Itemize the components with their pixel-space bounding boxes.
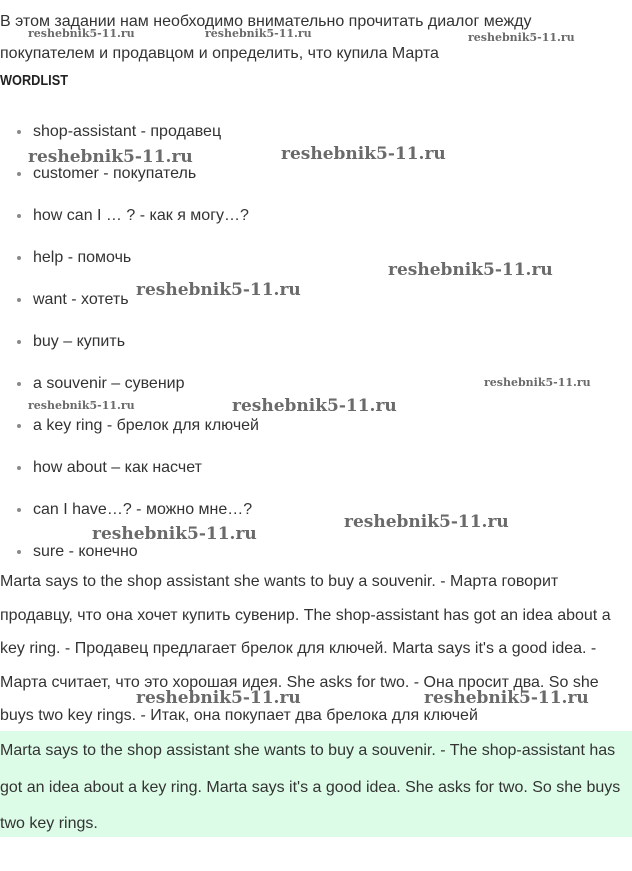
bullet-icon [17,256,21,260]
intro-text: В этом задании нам необходимо внимательно прочитать диалог между покупателем и продавцом и определить, что купила Марта [0,13,532,62]
bullet-icon [17,550,21,554]
wordlist [0,118,600,580]
bullet-icon [17,508,21,512]
bullet-icon [17,382,21,386]
bullet-icon [17,340,21,344]
explanation-paragraph: Marta says to the shop assistant she wants to buy a souvenir. - Марта говорит продавцу, что она хочет купить сувенир. The shop-assistant has got an idea about a key ring. - Продавец предлагает брелок для ключей. Marta says it's a good idea. - Марта считает, что это хорошая идея. She asks for two. - Она просит два. So she buys two key rings. - Итак, она покупает два брелока для ключей [0,573,611,724]
list-item [0,496,600,538]
watermark-text: reshebnik5-11.ru [232,396,397,416]
watermark-text: reshebnik5-11.ru [424,688,589,708]
watermark-text: reshebnik5-11.ru [468,31,575,44]
watermark-text: reshebnik5-11.ru [136,280,301,300]
list-item-text: sure - конечно [33,543,138,560]
bullet-icon [17,424,21,428]
watermark-text: reshebnik5-11.ru [388,260,553,280]
list-item-text: how can I … ? - как я могу…? [33,207,249,224]
list-item-text: a key ring - брелок для ключей [33,417,259,434]
bullet-icon [17,172,21,176]
watermark-text: reshebnik5-11.ru [484,376,591,389]
list-item-text: a souvenir – сувенир [33,375,185,392]
list-item-text: customer - покупатель [33,165,197,182]
list-item [0,454,600,496]
watermark-text: reshebnik5-11.ru [205,27,312,40]
list-item-text: buy – купить [33,333,126,350]
bullet-icon [17,298,21,302]
watermark-text: reshebnik5-11.ru [136,688,301,708]
wordlist-heading: WORDLIST [0,72,68,89]
list-item [0,202,600,244]
answer-text: Marta says to the shop assistant she wants to buy a souvenir. - The shop-assistant has got an idea about a key ring. Marta says it's a good idea. She asks for two. So she buys two key rings. [0,742,621,832]
list-item [0,328,600,370]
watermark-text: reshebnik5-11.ru [344,512,509,532]
watermark-text: reshebnik5-11.ru [28,399,135,412]
bullet-icon [17,466,21,470]
watermark-text: reshebnik5-11.ru [28,147,193,167]
bullet-icon [17,214,21,218]
list-item-text: help - помочь [33,249,132,266]
list-item [0,412,600,454]
watermark-text: reshebnik5-11.ru [28,27,135,40]
list-item-text: how about – как насчет [33,459,202,476]
bullet-icon [17,130,21,134]
list-item-text: can I have…? - можно мне…? [33,501,253,518]
list-item-text: want - хотеть [33,291,129,308]
watermark-text: reshebnik5-11.ru [92,524,257,544]
list-item-text: shop-assistant - продавец [33,123,222,140]
watermark-text: reshebnik5-11.ru [281,144,446,164]
